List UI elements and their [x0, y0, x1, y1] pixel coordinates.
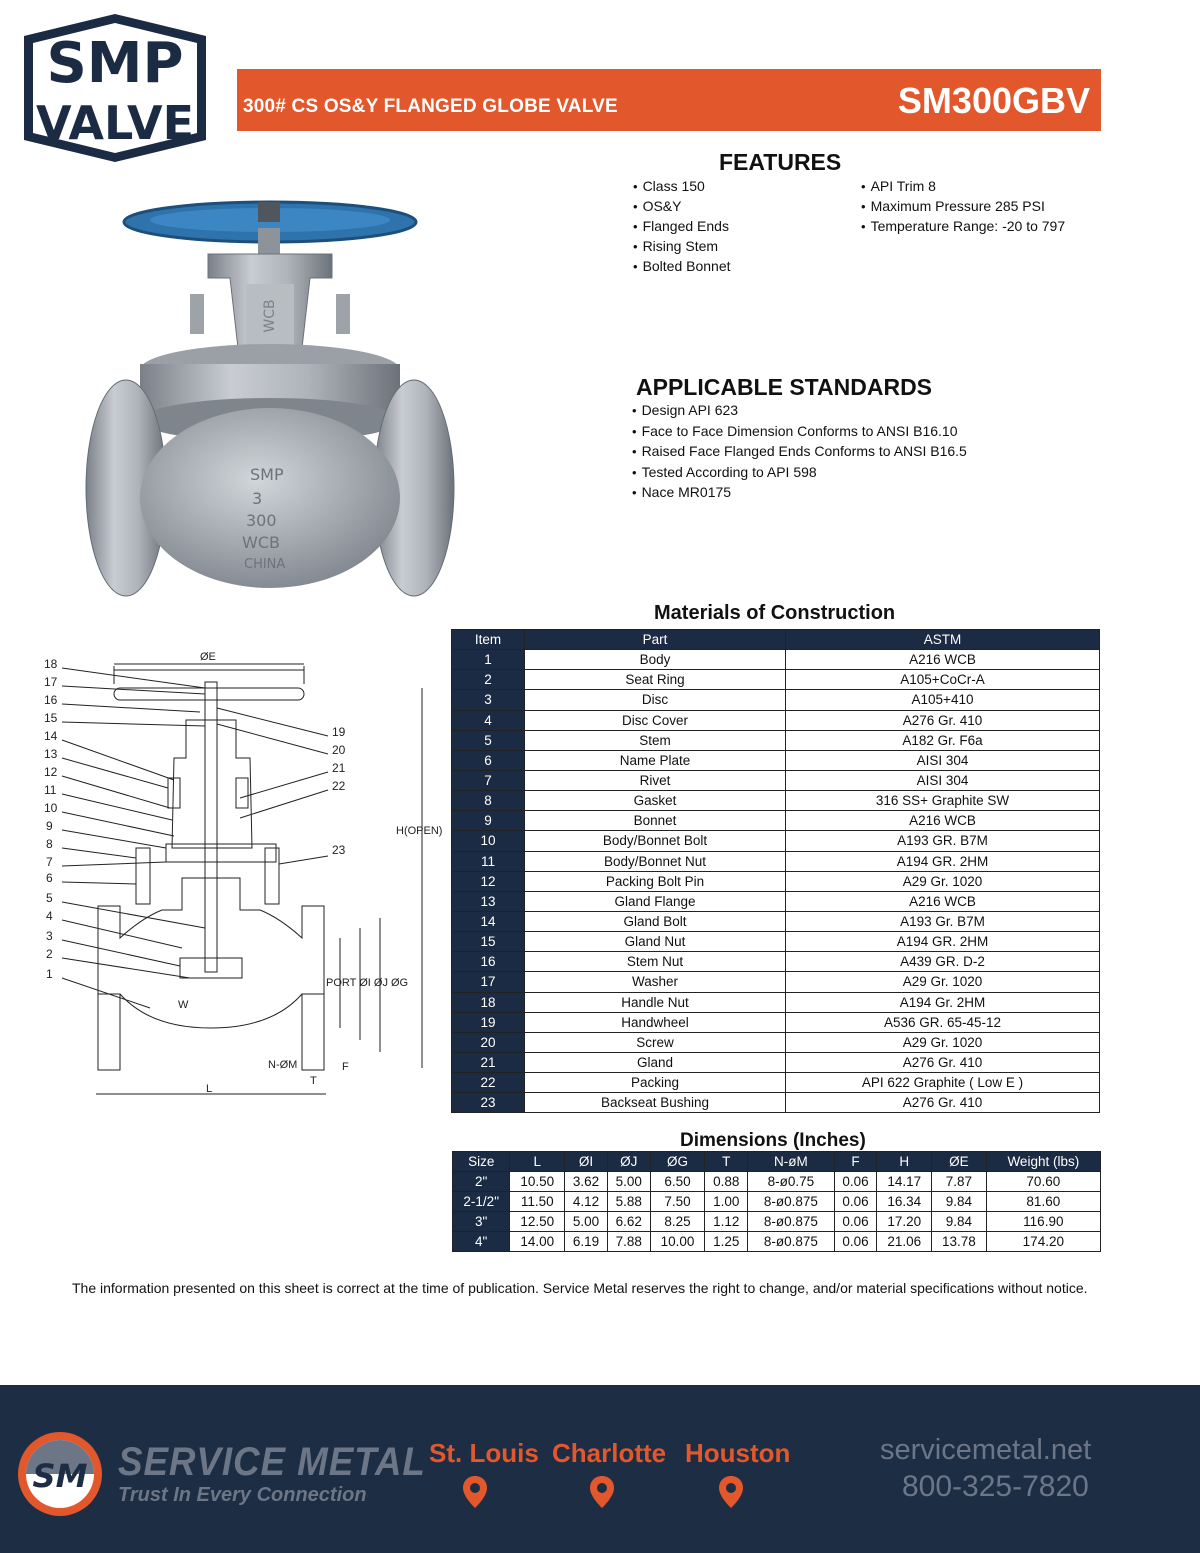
materials-title: Materials of Construction: [654, 602, 896, 624]
footer-brand-name: SERVICE METAL: [118, 1440, 426, 1484]
callout-3: 3: [46, 929, 53, 943]
table-cell: 1.25: [705, 1232, 748, 1252]
product-model: SM300GBV: [897, 80, 1090, 121]
table-cell: 17.20: [877, 1212, 932, 1232]
column-header: ØJ: [607, 1152, 650, 1172]
table-cell: 10.50: [510, 1172, 565, 1192]
standard-item: • Design API 623: [632, 400, 967, 421]
part-name: Seat Ring: [525, 670, 786, 690]
item-number: 9: [452, 811, 525, 831]
feature-item: • Temperature Range: -20 to 797: [861, 216, 1065, 236]
size-cell: 4": [453, 1232, 510, 1252]
item-number: 17: [452, 972, 525, 992]
table-cell: 12.50: [510, 1212, 565, 1232]
astm-spec: A276 Gr. 410: [786, 1052, 1100, 1072]
callout-21: 21: [332, 761, 346, 775]
features-list-right: [861, 176, 1065, 236]
callout-12: 12: [44, 765, 58, 779]
table-row: [452, 791, 1100, 811]
column-header: Part: [525, 630, 786, 650]
footer-tagline: Trust In Every Connection: [118, 1484, 367, 1506]
table-cell: 0.06: [834, 1192, 877, 1212]
astm-spec: A536 GR. 65-45-12: [786, 1012, 1100, 1032]
callout-19: 19: [332, 725, 346, 739]
table-cell: 8-ø0.875: [748, 1192, 834, 1212]
table-row: [452, 690, 1100, 710]
standards-title: APPLICABLE STANDARDS: [636, 374, 933, 400]
astm-spec: API 622 Graphite ( Low E ): [786, 1073, 1100, 1093]
table-cell: 3.62: [565, 1172, 608, 1192]
table-row: [452, 1052, 1100, 1072]
dim-label-n-m: N-ØM: [268, 1059, 298, 1071]
table-row: [452, 730, 1100, 750]
callout-4: 4: [46, 909, 53, 923]
smp-valve-logo: [22, 12, 208, 164]
logo-line1: SMP: [46, 31, 184, 96]
table-cell: 5.00: [607, 1172, 650, 1192]
item-number: 7: [452, 770, 525, 790]
part-name: Disc: [525, 690, 786, 710]
part-name: Body/Bonnet Nut: [525, 851, 786, 871]
table-row: [452, 992, 1100, 1012]
astm-spec: A216 WCB: [786, 650, 1100, 670]
valve-cross-section-drawing: [40, 648, 452, 1100]
table-cell: 0.06: [834, 1212, 877, 1232]
part-name: Handle Nut: [525, 992, 786, 1012]
column-header: ØI: [565, 1152, 608, 1172]
astm-spec: A193 GR. B7M: [786, 831, 1100, 851]
size-cell: 2-1/2": [453, 1192, 510, 1212]
location-houston: Houston: [685, 1438, 791, 1468]
disclaimer-text: The information presented on this sheet is correct at the time of publication. Service Metal reserves the right to change, and/or material specifications without notice.: [72, 1280, 1088, 1296]
part-name: Bonnet: [525, 811, 786, 831]
feature-item: • Maximum Pressure 285 PSI: [861, 196, 1065, 216]
item-number: 22: [452, 1073, 525, 1093]
callout-14: 14: [44, 729, 58, 743]
part-name: Body: [525, 650, 786, 670]
callout-1: 1: [46, 967, 53, 981]
item-number: 1: [452, 650, 525, 670]
table-row: [452, 911, 1100, 931]
table-cell: 14.00: [510, 1232, 565, 1252]
standards-list: [632, 400, 967, 503]
column-header: Weight (lbs): [986, 1152, 1100, 1172]
item-number: 13: [452, 891, 525, 911]
table-row: [452, 851, 1100, 871]
column-header: Size: [453, 1152, 510, 1172]
standard-item: • Tested According to API 598: [632, 462, 967, 483]
table-row: [452, 871, 1100, 891]
dim-label-t: T: [310, 1075, 317, 1087]
location-st-louis: St. Louis: [429, 1438, 539, 1468]
table-row: [453, 1172, 1101, 1192]
part-name: Handwheel: [525, 1012, 786, 1032]
table-cell: 0.06: [834, 1232, 877, 1252]
part-name: Disc Cover: [525, 710, 786, 730]
map-pin-icon: [719, 1476, 743, 1508]
table-cell: 174.20: [986, 1232, 1100, 1252]
body-mark-1: SMP: [250, 465, 284, 484]
table-cell: 14.17: [877, 1172, 932, 1192]
item-number: 4: [452, 710, 525, 730]
footer-phone[interactable]: 800-325-7820: [902, 1470, 1089, 1503]
dimensions-table: [452, 1151, 1101, 1252]
callout-7: 7: [46, 855, 53, 869]
item-number: 15: [452, 932, 525, 952]
item-number: 23: [452, 1093, 525, 1113]
item-number: 11: [452, 851, 525, 871]
feature-item: • Rising Stem: [633, 236, 731, 256]
astm-spec: A105+CoCr-A: [786, 670, 1100, 690]
table-cell: 9.84: [932, 1212, 987, 1232]
item-number: 18: [452, 992, 525, 1012]
part-name: Stem Nut: [525, 952, 786, 972]
astm-spec: A194 GR. 2HM: [786, 932, 1100, 952]
part-name: Washer: [525, 972, 786, 992]
table-row: [452, 750, 1100, 770]
table-row: [452, 770, 1100, 790]
table-row: [452, 1073, 1100, 1093]
features-list-left: [633, 176, 731, 276]
callout-6: 6: [46, 871, 53, 885]
table-row: [453, 1232, 1101, 1252]
table-cell: 13.78: [932, 1232, 987, 1252]
part-name: Gland Bolt: [525, 911, 786, 931]
part-name: Rivet: [525, 770, 786, 790]
astm-spec: A439 GR. D-2: [786, 952, 1100, 972]
astm-spec: A194 GR. 2HM: [786, 851, 1100, 871]
callout-18: 18: [44, 657, 58, 671]
table-row: [452, 710, 1100, 730]
callout-17: 17: [44, 675, 58, 689]
item-number: 21: [452, 1052, 525, 1072]
astm-spec: A276 Gr. 410: [786, 1093, 1100, 1113]
table-row: [452, 811, 1100, 831]
dim-label-e: ØE: [200, 651, 216, 663]
column-header: N-øM: [748, 1152, 834, 1172]
standard-item: • Face to Face Dimension Conforms to ANSI B16.10: [632, 421, 967, 442]
table-row: [452, 1093, 1100, 1113]
astm-spec: AISI 304: [786, 770, 1100, 790]
location-charlotte: Charlotte: [552, 1438, 667, 1468]
table-cell: 6.62: [607, 1212, 650, 1232]
dimensions-title: Dimensions (Inches): [680, 1130, 866, 1151]
table-cell: 8-ø0.875: [748, 1212, 834, 1232]
feature-item: • Bolted Bonnet: [633, 256, 731, 276]
callout-15: 15: [44, 711, 58, 725]
item-number: 8: [452, 791, 525, 811]
dim-label-f: F: [342, 1061, 349, 1073]
materials-table: [451, 629, 1100, 1113]
feature-item: • Class 150: [633, 176, 731, 196]
astm-spec: A182 Gr. F6a: [786, 730, 1100, 750]
astm-spec: A193 Gr. B7M: [786, 911, 1100, 931]
standard-item: • Raised Face Flanged Ends Conforms to ANSI B16.5: [632, 441, 967, 462]
column-header: H: [877, 1152, 932, 1172]
part-name: Stem: [525, 730, 786, 750]
table-cell: 8-ø0.875: [748, 1232, 834, 1252]
table-row: [452, 670, 1100, 690]
column-header: Item: [452, 630, 525, 650]
callout-22: 22: [332, 779, 346, 793]
part-name: Screw: [525, 1032, 786, 1052]
callout-9: 9: [46, 819, 53, 833]
astm-spec: A216 WCB: [786, 891, 1100, 911]
map-pin-icon: [463, 1476, 487, 1508]
callout-8: 8: [46, 837, 53, 851]
table-cell: 5.00: [565, 1212, 608, 1232]
body-mark-3: 300: [246, 511, 277, 530]
table-cell: 8-ø0.75: [748, 1172, 834, 1192]
table-cell: 7.88: [607, 1232, 650, 1252]
astm-spec: A29 Gr. 1020: [786, 1032, 1100, 1052]
part-name: Gland Flange: [525, 891, 786, 911]
table-cell: 7.87: [932, 1172, 987, 1192]
table-cell: 6.19: [565, 1232, 608, 1252]
table-row: [452, 1012, 1100, 1032]
table-row: [452, 831, 1100, 851]
table-cell: 116.90: [986, 1212, 1100, 1232]
part-name: Gland: [525, 1052, 786, 1072]
table-row: [452, 972, 1100, 992]
feature-item: • OS&Y: [633, 196, 731, 216]
feature-item: • API Trim 8: [861, 176, 1065, 196]
table-cell: 4.12: [565, 1192, 608, 1212]
table-row: [452, 952, 1100, 972]
item-number: 20: [452, 1032, 525, 1052]
astm-spec: A105+410: [786, 690, 1100, 710]
item-number: 16: [452, 952, 525, 972]
part-name: Gasket: [525, 791, 786, 811]
callout-2: 2: [46, 947, 53, 961]
item-number: 10: [452, 831, 525, 851]
callout-11: 11: [44, 783, 57, 797]
astm-spec: A276 Gr. 410: [786, 710, 1100, 730]
dim-label-h: H(OPEN): [396, 825, 443, 837]
astm-spec: A216 WCB: [786, 811, 1100, 831]
size-cell: 2": [453, 1172, 510, 1192]
astm-spec: A29 Gr. 1020: [786, 972, 1100, 992]
table-row: [453, 1212, 1101, 1232]
item-number: 2: [452, 670, 525, 690]
body-mark-4: WCB: [242, 533, 280, 552]
item-number: 6: [452, 750, 525, 770]
footer-logo-text: SM: [32, 1457, 88, 1495]
dim-label-w: W: [178, 999, 189, 1011]
item-number: 3: [452, 690, 525, 710]
table-cell: 0.88: [705, 1172, 748, 1192]
part-name: Name Plate: [525, 750, 786, 770]
table-row: [452, 1032, 1100, 1052]
part-name: Packing Bolt Pin: [525, 871, 786, 891]
table-row: [452, 891, 1100, 911]
callout-13: 13: [44, 747, 58, 761]
table-cell: 5.88: [607, 1192, 650, 1212]
map-pin-icon: [590, 1476, 614, 1508]
part-name: Packing: [525, 1073, 786, 1093]
table-row: [452, 650, 1100, 670]
table-row: [453, 1192, 1101, 1212]
callout-10: 10: [44, 801, 58, 815]
logo-line2: VALVE: [35, 96, 195, 150]
table-cell: 10.00: [650, 1232, 705, 1252]
astm-spec: 316 SS+ Graphite SW: [786, 791, 1100, 811]
table-cell: 11.50: [510, 1192, 565, 1212]
column-header: T: [705, 1152, 748, 1172]
table-cell: 0.06: [834, 1172, 877, 1192]
dim-label-l: L: [206, 1083, 213, 1095]
table-cell: 7.50: [650, 1192, 705, 1212]
callout-16: 16: [44, 693, 58, 707]
table-cell: 6.50: [650, 1172, 705, 1192]
body-mark-5: CHINA: [244, 557, 286, 572]
size-cell: 3": [453, 1212, 510, 1232]
bonnet-mark: WCB: [262, 299, 278, 333]
part-name: Gland Nut: [525, 932, 786, 952]
table-cell: 1.12: [705, 1212, 748, 1232]
standard-item: • Nace MR0175: [632, 482, 967, 503]
table-cell: 8.25: [650, 1212, 705, 1232]
astm-spec: AISI 304: [786, 750, 1100, 770]
table-cell: 16.34: [877, 1192, 932, 1212]
feature-item: • Flanged Ends: [633, 216, 731, 236]
item-number: 5: [452, 730, 525, 750]
item-number: 12: [452, 871, 525, 891]
body-mark-2: 3: [252, 489, 263, 508]
table-cell: 21.06: [877, 1232, 932, 1252]
features-title: FEATURES: [719, 149, 842, 175]
table-cell: 9.84: [932, 1192, 987, 1212]
callout-23: 23: [332, 843, 346, 857]
table-cell: 81.60: [986, 1192, 1100, 1212]
product-subtitle: 300# CS OS&Y FLANGED GLOBE VALVE: [243, 96, 618, 117]
column-header: F: [834, 1152, 877, 1172]
item-number: 14: [452, 911, 525, 931]
table-cell: 1.00: [705, 1192, 748, 1212]
column-header: L: [510, 1152, 565, 1172]
column-header: ØG: [650, 1152, 705, 1172]
column-header: ASTM: [786, 630, 1100, 650]
footer-website[interactable]: servicemetal.net: [880, 1434, 1092, 1466]
callout-5: 5: [46, 891, 53, 905]
item-number: 19: [452, 1012, 525, 1032]
part-name: Backseat Bushing: [525, 1093, 786, 1113]
astm-spec: A194 Gr. 2HM: [786, 992, 1100, 1012]
valve-photo: [80, 198, 460, 598]
table-row: [452, 932, 1100, 952]
table-cell: 70.60: [986, 1172, 1100, 1192]
part-name: Body/Bonnet Bolt: [525, 831, 786, 851]
dim-label-port: PORT ØI ØJ ØG: [326, 977, 409, 989]
service-metal-logo: [16, 1430, 104, 1518]
callout-20: 20: [332, 743, 346, 757]
astm-spec: A29 Gr. 1020: [786, 871, 1100, 891]
column-header: ØE: [932, 1152, 987, 1172]
